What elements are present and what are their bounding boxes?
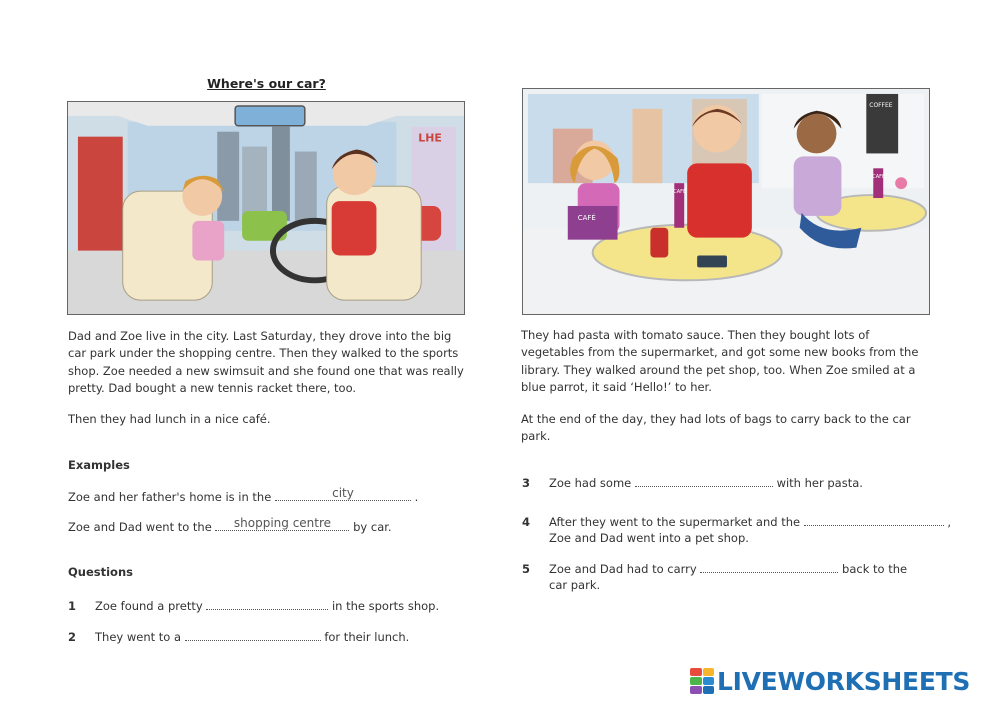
story-paragraph: They had pasta with tomato sauce. Then they bought lots of vegetables from the supermarket, and got some new books from the library. They walked around the pet shop, too. When Zoe smiled at a blue parrot, it said ‘Hello!’ to her. (521, 328, 919, 394)
example-text-after: by car. (353, 520, 392, 534)
example-answer: city (332, 486, 354, 500)
question-text-after: for their lunch. (324, 630, 410, 644)
question-number: 5 (522, 562, 531, 576)
page-title: Where's our car? (207, 76, 326, 91)
answer-blank-3[interactable] (635, 474, 773, 487)
question-item (522, 513, 951, 546)
example-item (68, 488, 418, 504)
logo-tile (690, 686, 702, 694)
answer-blank-4[interactable] (804, 513, 944, 526)
logo-tile (703, 686, 715, 694)
cafe-illustration (522, 88, 930, 315)
question-item (522, 474, 863, 490)
example-text-before: Zoe and Dad went to the (68, 520, 212, 534)
question-text-after: in the sports shop. (331, 599, 440, 613)
question-text-line2: car park. (549, 577, 601, 592)
answer-blank-5[interactable] (700, 560, 838, 573)
question-text-after: , (947, 515, 952, 529)
question-item (68, 628, 409, 644)
logo-tile (703, 677, 715, 685)
table-card-text-2: CAFÉ (872, 174, 886, 181)
logo-mark-icon (690, 668, 714, 694)
question-number: 2 (68, 630, 77, 644)
question-text-before: Zoe and Dad had to carry (549, 562, 697, 576)
question-text-before: They went to a (95, 630, 182, 644)
answer-blank-1[interactable] (206, 597, 328, 610)
question-item (522, 560, 907, 593)
question-text-after: back to the (842, 562, 908, 576)
story-paragraph: At the end of the day, they had lots of bags to carry back to the car park. (521, 412, 911, 444)
example-answer-blank (275, 488, 411, 501)
table-card-text: CAFÉ (673, 189, 687, 196)
example-item (68, 518, 392, 534)
question-text-before: Zoe found a pretty (95, 599, 203, 613)
question-text-before: Zoe had some (549, 476, 632, 490)
question-number: 3 (522, 476, 531, 490)
story-paragraph: Dad and Zoe live in the city. Last Saturday, they drove into the big car park under the shopping centre. Then they walked to the sports shop. Zoe needed a new swimsuit and she found one that was really pretty. Dad bought a new tennis racket there, too. (68, 329, 464, 395)
logo-tile (703, 668, 715, 676)
shop-sign-text: LHE (418, 131, 442, 145)
example-answer-blank (215, 518, 349, 531)
car-interior-illustration (67, 101, 465, 315)
question-number: 4 (522, 515, 531, 529)
answer-blank-2[interactable] (185, 628, 321, 641)
question-item (68, 597, 439, 613)
story-paragraph: Then they had lunch in a nice café. (68, 412, 271, 426)
question-text-after: with her pasta. (776, 476, 863, 490)
logo-text: LIVEWORKSHEETS (717, 666, 971, 696)
logo-tile (690, 668, 702, 676)
liveworksheets-logo (690, 665, 970, 697)
book-cafe-text: CAFÉ (577, 213, 596, 222)
question-text-before: After they went to the supermarket and the (549, 515, 801, 529)
coffee-sign-text: COFFEE (869, 101, 893, 109)
example-answer: shopping centre (233, 516, 332, 530)
examples-heading: Examples (68, 458, 130, 472)
example-text-before: Zoe and her father's home is in the (68, 490, 272, 504)
logo-tile (690, 677, 702, 685)
question-number: 1 (68, 599, 77, 613)
questions-heading: Questions (68, 565, 133, 579)
question-text-line2: Zoe and Dad went into a pet shop. (549, 530, 749, 545)
example-text-after: . (414, 490, 419, 504)
